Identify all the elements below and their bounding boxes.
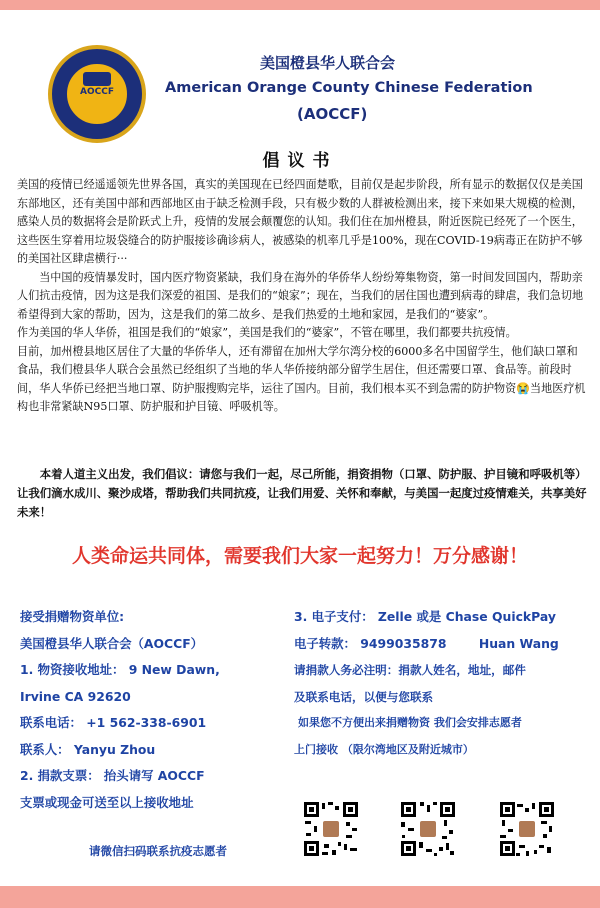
check-delivery-note: 支票或现金可送至以上接收地址 bbox=[20, 794, 194, 810]
paragraph-3: 作为美国的华人华侨，祖国是我们的“娘家”，美国是我们的“婆家”，不管在哪里，我们都要共抗疫情。 bbox=[17, 326, 517, 339]
paragraph-2: 当中国的疫情暴发时，国内医疗物资紧缺，我们身在海外的华侨华人纷纷筹集物资，第一时间发回国内，帮助亲人们抗击疫情，因为这是我们深爱的祖国、是我们的“娘家”；现在，当我们的居住国也遭到病毒的肆虐，我们急切地希望得到大家的帮助，因为，这是我们的第二故乡、是我们热爱的土地和家园，是我们的“婆家”。 bbox=[17, 270, 584, 321]
qr-avatar-photo bbox=[418, 819, 438, 839]
transfer-name: Huan Wang bbox=[478, 635, 559, 651]
proposal-body bbox=[17, 176, 587, 417]
donor-note-line-2: 及联系电话，以便与您联系 bbox=[294, 689, 434, 704]
paragraph-4: 目前，加州橙县地区居住了大量的华侨华人，还有滞留在加州大学尔湾分校的6000多名中国留学生，他们缺口罩和食品，我们橙县华人联合会虽然已经组织了当地的华人华侨接纳部分留学生居住，但还需要口罩、食品等。前段时间，华人华侨已经把当地口罩、防护服搜购完毕，运往了国内。目前，我们根本买不到急需的防护物资😭当地医疗机构也非常紧缺N95口罩、防护服和护目镜、呼吸机等。 bbox=[17, 344, 586, 413]
appeal-paragraph: 本着人道主义出发，我们倡议：请您与我们一起，尽己所能，捐资捐物（口罩、防护服、护目镜和呼吸机等）让我们滴水成川、聚沙成塔，帮助我们共同抗疫，让我们用爱、关怀和奉献，与美国一起度过疫情难关，共享美好未来！ bbox=[17, 467, 587, 519]
wechat-qr-code-2[interactable] bbox=[397, 798, 459, 860]
volunteer-pickup-line-1: 如果您不方便出来捐赠物资 我们会安排志愿者 bbox=[298, 716, 522, 729]
electronic-payment-info bbox=[294, 604, 559, 763]
logo-map-emblem bbox=[83, 72, 111, 86]
receiving-unit-label: 接受捐赠物资单位: bbox=[20, 609, 125, 624]
contact-person: 联系人： Yanyu Zhou bbox=[20, 741, 156, 757]
receiving-address-city: Irvine CA 92620 bbox=[20, 688, 131, 704]
donation-receiving-info bbox=[20, 604, 220, 816]
slogan: 人类命运共同体，需要我们大家一起努力！万分感谢！ bbox=[71, 545, 528, 567]
epay-methods: 3. 电子支付： Zelle 或是 Chase QuickPay bbox=[294, 609, 556, 624]
document-title: 倡议书 bbox=[262, 151, 338, 171]
receiving-unit-name: 美国橙县华人联合会（AOCCF） bbox=[20, 635, 204, 651]
logo-text: AOCCF bbox=[80, 87, 114, 97]
volunteer-pickup-line-2: 上门接收 （限尔湾地区及附近城市） bbox=[294, 742, 474, 756]
aoccf-logo bbox=[48, 45, 146, 143]
qr-avatar-photo bbox=[321, 819, 341, 839]
org-abbreviation: (AOCCF) bbox=[297, 105, 368, 123]
transfer-line bbox=[294, 631, 559, 658]
logo-inner-circle bbox=[65, 62, 129, 126]
donor-note-line-1: 请捐款人务必注明：捐款人姓名，地址，邮件 bbox=[294, 663, 526, 677]
org-name-english: American Orange County Chinese Federation bbox=[165, 80, 533, 96]
bottom-decor-band bbox=[0, 886, 600, 908]
top-decor-band bbox=[0, 0, 600, 10]
transfer-phone: 9499035878 bbox=[360, 635, 447, 651]
transfer-label: 电子转款： bbox=[294, 635, 356, 651]
paragraph-1: 美国的疫情已经遥遥领先世界各国，真实的美国现在已经四面楚歌，目前仅是起步阶段，所有显示的数据仅仅是美国东部地区，还有美国中部和西部地区由于缺乏检测手段，只有极少数的人群被检测出来，接下来如果大规模的检测，感染人员的数据将会是阶跃式上升，疫情的发展会颠覆您的认知。我们住在加州橙县，附近医院已经死了一个医生，这些医生穿着用垃圾袋缝合的防护服接诊确诊病人，被感染的机率几乎是100%，现在COVID-19病毒正在防护不够的美国社区肆虐横行··· bbox=[17, 178, 583, 265]
receiving-address: 1. 物资接收地址： 9 New Dawn, bbox=[20, 662, 220, 677]
wechat-scan-note: 请微信扫码联系抗疫志愿者 bbox=[89, 844, 227, 858]
org-name-chinese: 美国橙县华人联合会 bbox=[260, 54, 396, 72]
check-payee: 2. 捐款支票： 抬头请写 AOCCF bbox=[20, 768, 205, 783]
contact-phone: 联系电话： +1 562-338-6901 bbox=[20, 715, 207, 730]
qr-avatar-photo bbox=[517, 819, 537, 839]
wechat-qr-code-1[interactable] bbox=[300, 798, 362, 860]
wechat-qr-code-3[interactable] bbox=[496, 798, 558, 860]
